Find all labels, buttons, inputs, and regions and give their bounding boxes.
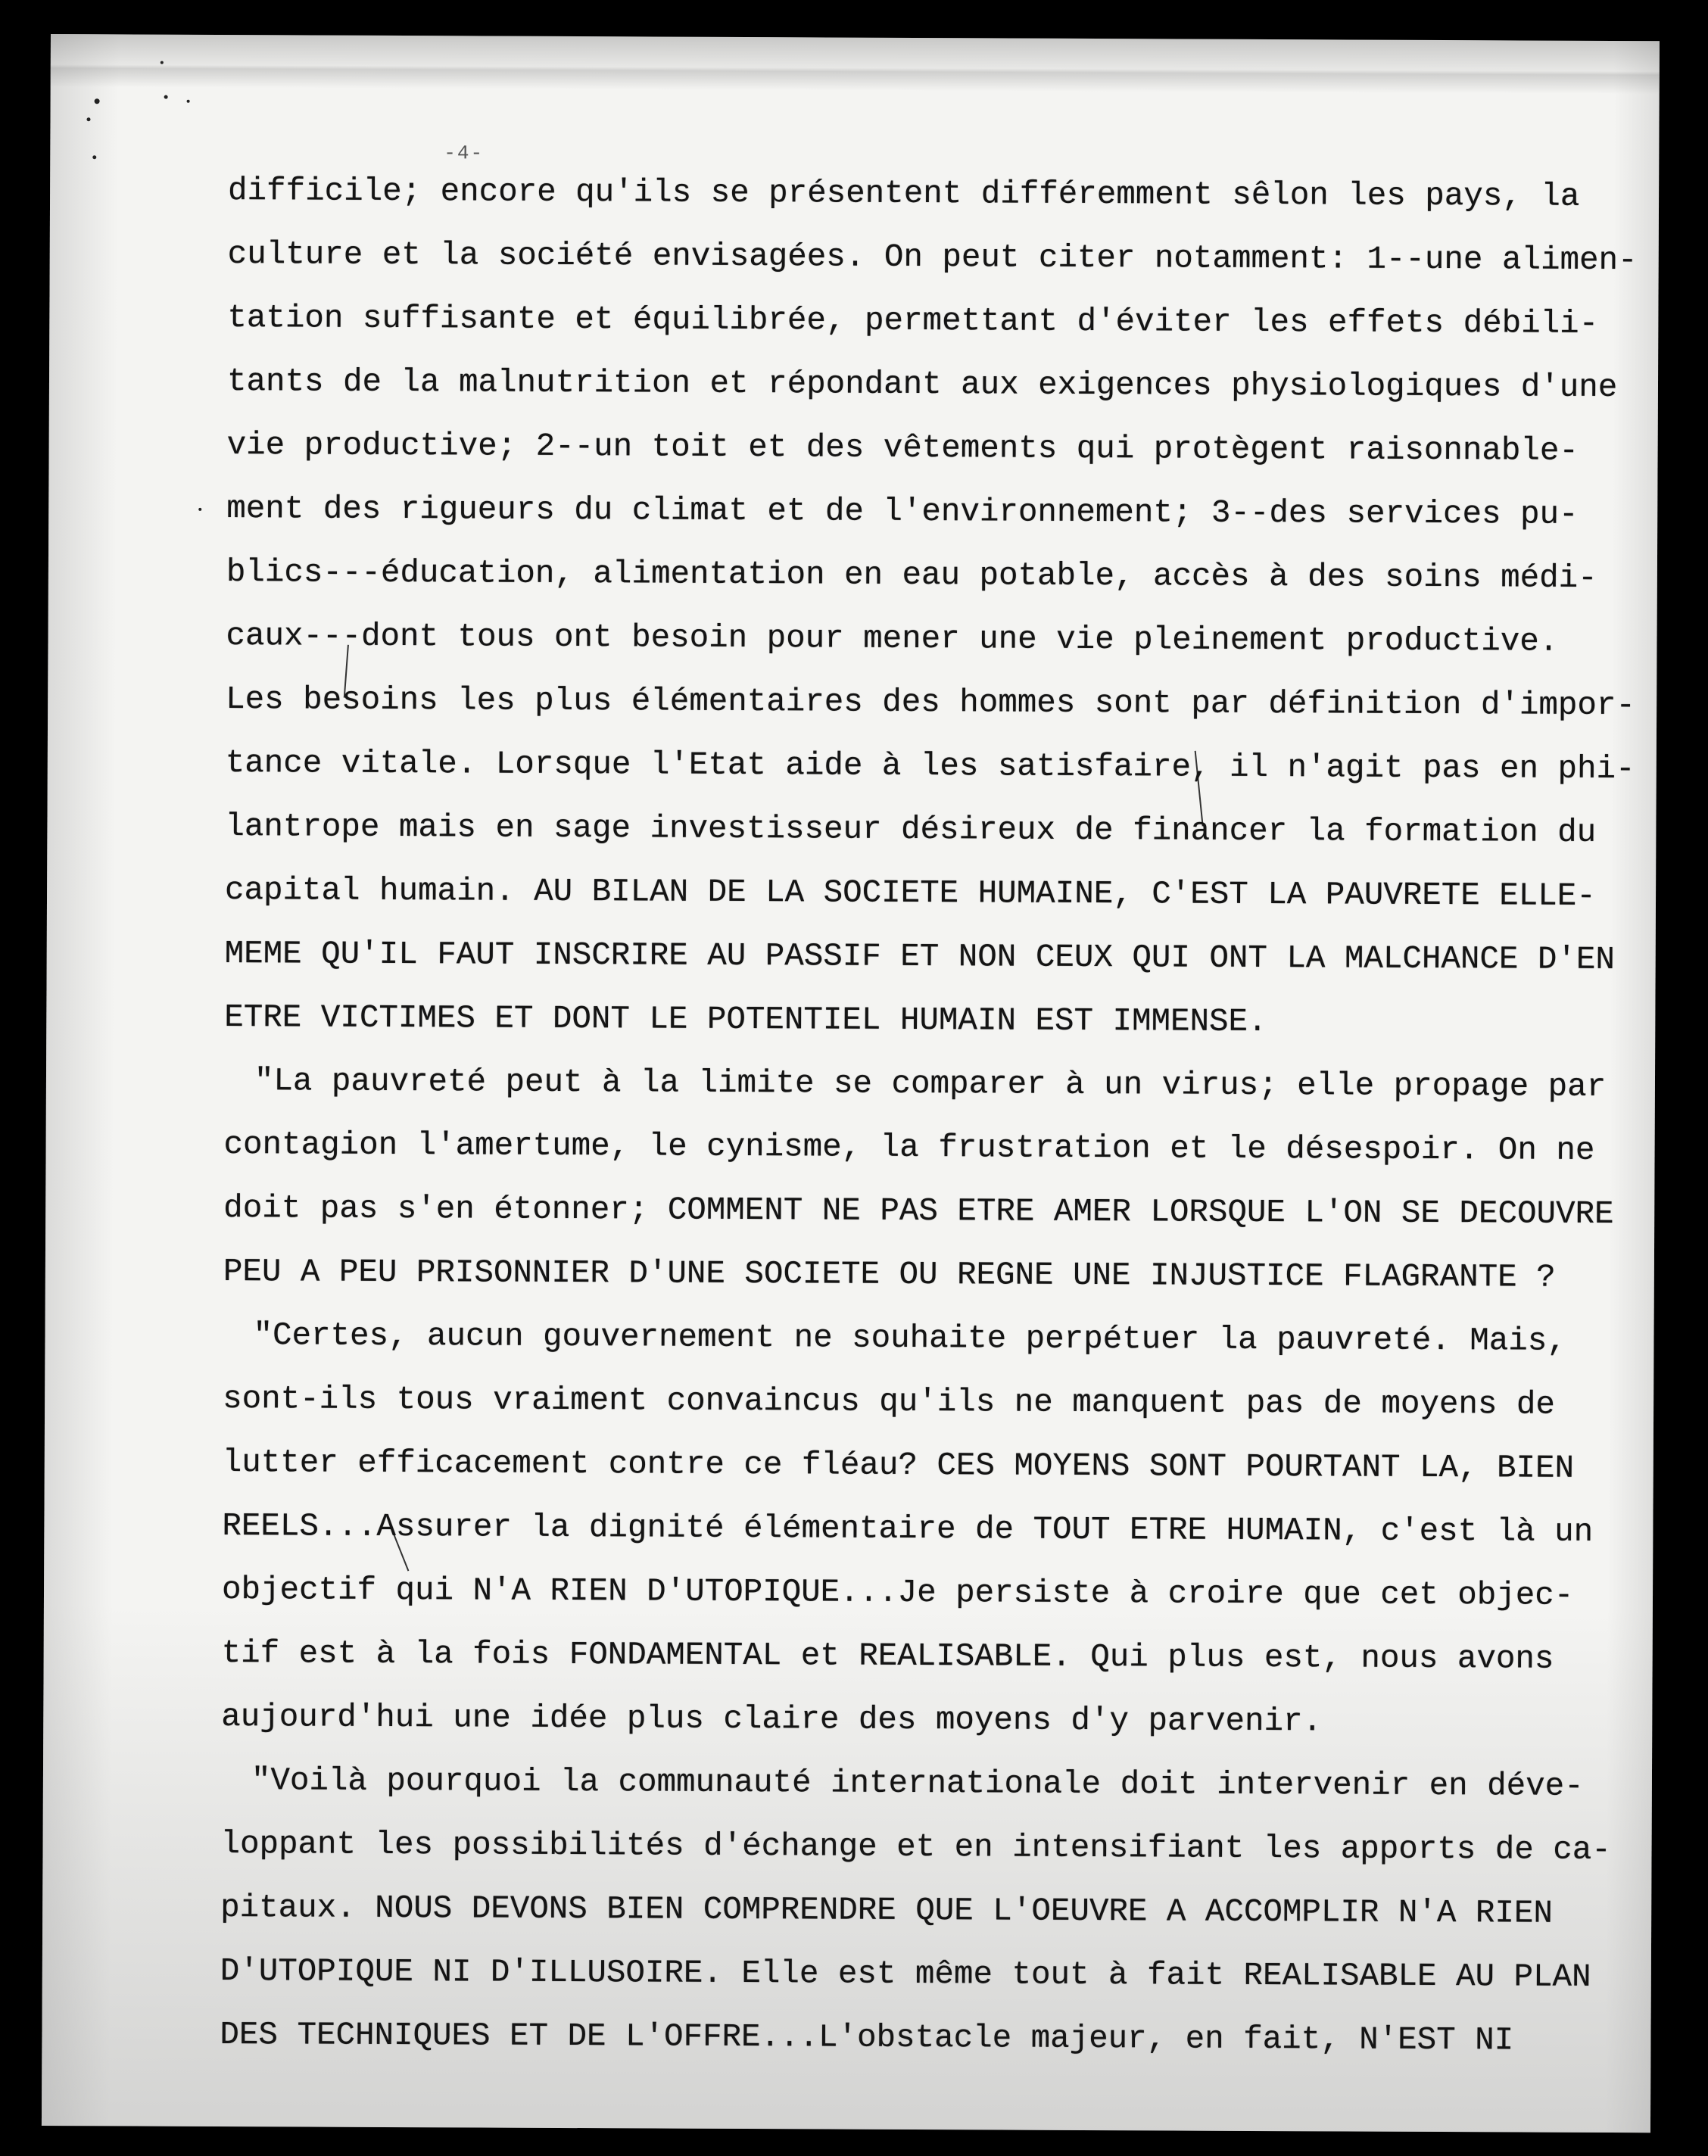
text-line: contagion l'amertume, le cynisme, la frustration et le désespoir. On ne bbox=[223, 1126, 1595, 1169]
text-line: culture et la société envisagées. On peut citer notamment: 1--une alimen- bbox=[227, 236, 1638, 279]
text-line: pitaux. NOUS DEVONS BIEN COMPRENDRE QUE L'OEUVRE A ACCOMPLIR N'A RIEN bbox=[220, 1890, 1554, 1932]
text-line: blics---éducation, alimentation en eau potable, accès à des soins médi- bbox=[226, 554, 1597, 597]
text-line: D'UTOPIQUE NI D'ILLUSOIRE. Elle est même tout à fait REALISABLE AU PLAN bbox=[220, 1953, 1591, 1996]
text-line: tation suffisante et équilibrée, permettant d'éviter les effets débili- bbox=[227, 300, 1599, 342]
document-page bbox=[42, 34, 1660, 2133]
scan-speck bbox=[86, 117, 90, 121]
text-line: loppant les possibilités d'échange et en intensifiant les apports de ca- bbox=[220, 1826, 1611, 1869]
text-line: PEU A PEU PRISONNIER D'UNE SOCIETE OU REGNE UNE INJUSTICE FLAGRANTE ? bbox=[223, 1254, 1556, 1296]
text-line: vie productive; 2--un toit et des vêtements qui protègent raisonnable- bbox=[226, 427, 1579, 469]
scan-speck bbox=[161, 61, 164, 64]
text-line: ment des rigueurs du climat et de l'environnement; 3--des services pu- bbox=[226, 491, 1579, 533]
text-line: aujourd'hui une idée plus claire des moyens d'y parvenir. bbox=[221, 1699, 1323, 1740]
text-line: Les besoins les plus élémentaires des hommes sont par définition d'impor- bbox=[226, 681, 1636, 724]
scan-speck bbox=[164, 95, 168, 99]
text-line: DES TECHNIQUES ET DE L'OFFRE...L'obstacle majeur, en fait, N'EST NI bbox=[220, 2017, 1514, 2059]
text-line: objectif qui N'A RIEN D'UTOPIQUE...Je persiste à croire que cet objec- bbox=[221, 1572, 1574, 1614]
text-line: sont-ils tous vraiment convaincus qu'ils ne manquent pas de moyens de bbox=[223, 1381, 1556, 1423]
text-line: difficile; encore qu'ils se présentent différemment sêlon les pays, la bbox=[227, 173, 1580, 215]
page-number: -4- bbox=[444, 142, 485, 165]
typewritten-text bbox=[220, 159, 1666, 2073]
text-line: MEME QU'IL FAUT INSCRIRE AU PASSIF ET NON CEUX QUI ONT LA MALCHANCE D'EN bbox=[224, 936, 1616, 979]
text-line: lutter efficacement contre ce fléau? CES MOYENS SONT POURTANT LA, BIEN bbox=[222, 1444, 1575, 1487]
text-line: tants de la malnutrition et répondant aux exigences physiologiques d'une bbox=[226, 363, 1618, 407]
scan-speck bbox=[198, 508, 201, 511]
text-line: tance vitale. Lorsque l'Etat aide à les satisfaire, il n'agit pas en phi- bbox=[225, 745, 1635, 788]
text-line: "La pauvreté peut à la limite se comparer à un virus; elle propage par bbox=[254, 1063, 1607, 1105]
text-line: doit pas s'en étonner; COMMENT NE PAS ETRE AMER LORSQUE L'ON SE DECOUVRE bbox=[223, 1190, 1614, 1233]
text-line: tif est à la fois FONDAMENTAL et REALISABLE. Qui plus est, nous avons bbox=[221, 1635, 1554, 1678]
scan-speck bbox=[95, 98, 100, 104]
text-line: "Certes, aucun gouvernement ne souhaite perpétuer la pauvreté. Mais, bbox=[253, 1317, 1566, 1360]
scan-speck bbox=[92, 155, 96, 159]
text-line: "Voilà pourquoi la communauté internationale doit intervenir en déve- bbox=[251, 1762, 1584, 1805]
text-line: ETRE VICTIMES ET DONT LE POTENTIEL HUMAIN EST IMMENSE. bbox=[224, 999, 1267, 1041]
text-line: REELS...Assurer la dignité élémentaire de TOUT ETRE HUMAIN, c'est là un bbox=[222, 1508, 1594, 1550]
text-line: caux---dont tous ont besoin pour mener une vie pleinement productive. bbox=[226, 618, 1559, 660]
scan-speck bbox=[187, 100, 190, 103]
text-line: lantrope mais en sage investisseur désireux de financer la formation du bbox=[225, 808, 1597, 851]
text-line: capital humain. AU BILAN DE LA SOCIETE HUMAINE, C'EST LA PAUVRETE ELLE- bbox=[224, 872, 1596, 914]
